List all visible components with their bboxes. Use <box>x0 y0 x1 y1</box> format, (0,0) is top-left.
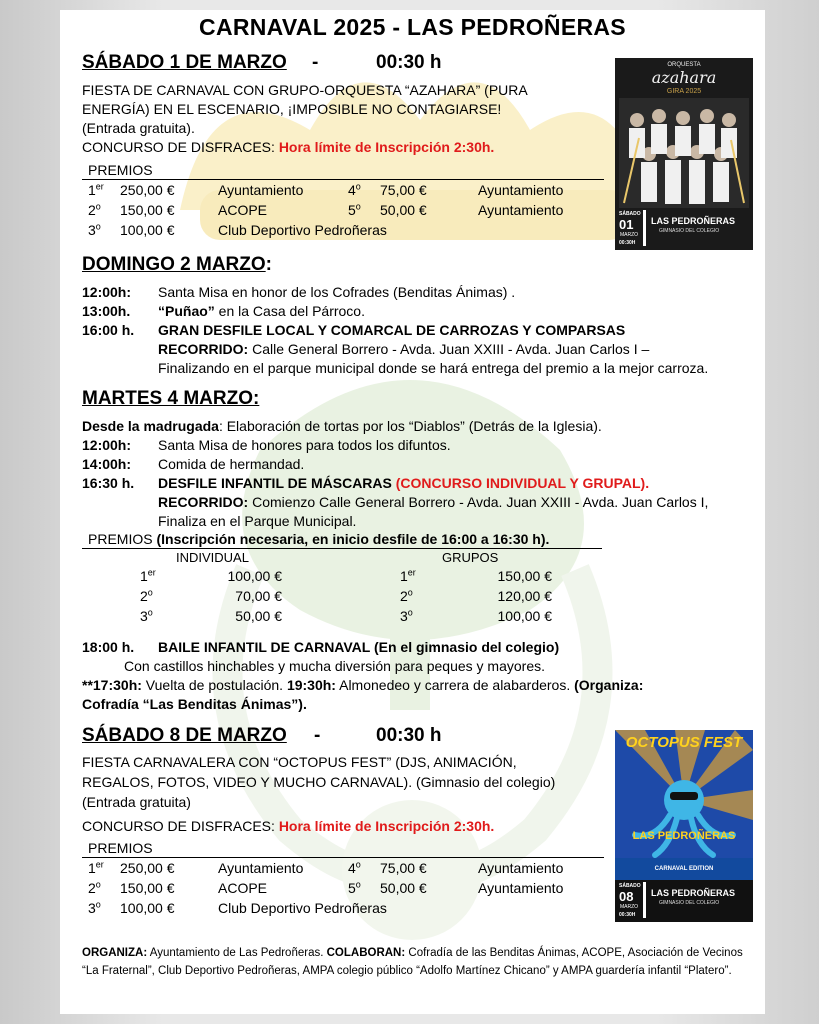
sun2-heading: DOMINGO 2 MARZO <box>82 254 266 275</box>
individual-label: INDIVIDUAL <box>176 550 249 565</box>
octopus-fest-poster: OCTOPUS FEST LAS PEDROÑERAS CARNAVAL EDITION SÁBADO 08 MARZO 00:30H LAS PEDROÑERAS GIMNASIO DEL COLEGIO <box>615 730 753 922</box>
sat8-prizes-label: PREMIOS <box>88 840 153 856</box>
footer-credits: ORGANIZA: Ayuntamiento de Las Pedroñeras. COLABORAN: Cofradía de las Benditas Ánimas, ACOPE, Asociación de Vecinos “La Fraternal”, Club Deportivo Pedroñeras, AMPA colegio público “Adolfo Martínez Chicano” y AMPA guardería infantil “Platero”. <box>82 947 743 977</box>
prize-sponsor: Ayuntamiento <box>478 202 564 218</box>
prize-amount: 150,00 € <box>120 202 175 218</box>
sat8-costume-deadline: Hora límite de Inscripción 2:30h. <box>278 818 495 834</box>
octopus-fest-logo: OCTOPUS FEST <box>625 734 743 751</box>
tue4-dance: BAILE INFANTIL DE CARNAVAL (En el gimnasio del colegio) <box>158 639 560 655</box>
azahara-logo: azahara <box>651 68 717 87</box>
sat1-desc-line2: ENERGÍA) EN EL ESCENARIO, ¡IMPOSIBLE NO CONTAGIARSE! <box>82 101 502 117</box>
sat8-costume-label: CONCURSO DE DISFRACES: <box>82 818 275 834</box>
prize-sponsor: Club Deportivo Pedroñeras <box>218 222 387 238</box>
tue4-route-line1: RECORRIDO: Comienzo Calle General Borrero - Avda. Juan XXIII - Avda. Juan Carlos I, <box>158 494 709 510</box>
sat1-heading: SÁBADO 1 DE MARZO <box>82 52 287 73</box>
sun2-route-line1: RECORRIDO: Calle General Borrero - Avda. Juan XXIII - Avda. Juan Carlos I – <box>158 341 650 357</box>
prize-amount: 75,00 € <box>380 182 427 198</box>
sat8-desc-line1: FIESTA CARNAVALERA CON “OCTOPUS FEST” (DJS, ANIMACIÓN, <box>82 754 517 770</box>
sat1-costume-label: CONCURSO DE DISFRACES: <box>82 139 275 155</box>
prize-amount: 100,00 € <box>120 222 175 238</box>
tue4-parade: DESFILE INFANTIL DE MÁSCARAS (CONCURSO INDIVIDUAL Y GRUPAL). <box>158 475 650 491</box>
sat8-time: 00:30 h <box>376 725 442 746</box>
sun2-mass: Santa Misa en honor de los Cofrades (Benditas Ánimas) . <box>158 284 516 300</box>
sat1-prizes-label: PREMIOS <box>88 162 153 178</box>
sat8-prizes-rule <box>82 857 604 858</box>
sat8-desc-line2: REGALOS, FOTOS, VIDEO Y MUCHO CARNAVAL). (Gimnasio del colegio) <box>82 774 556 790</box>
prize-amount: 50,00 € <box>380 202 427 218</box>
tue4-extra-line1: **17:30h: Vuelta de postulación. 19:30h: Almonedeo y carrera de alabarderos. (Organiza: <box>82 677 644 693</box>
sun2-route-line2: Finalizando en el parque municipal donde se hará entrega del premio a la mejor carroza. <box>158 360 709 376</box>
flyer-page: CARNAVAL 2025 - LAS PEDROÑERAS SÁBADO 1 DE MARZO - 00:30 h FIESTA DE CARNAVAL CON GRUPO-ORQUESTA “AZAHARA” (PURA ENERGÍA) EN EL ESCENARIO, ¡IMPOSIBLE NO CONTAGIARSE! (Entrada gratuita). CONCURSO DE DISFRACES: Hora límite de Inscripción 2:30h. PREMIOS 1er 250,00 € Ayuntamiento 4$^o$ 75,00 € Ayuntamiento 2$^o$ 150,00 € ACOPE 5$^o$ 50,00 € Ayuntamiento 3$^o$ 100,00 € Club Deportivo Pedroñeras ORQUESTA azahara GIRA 2025 SÁBADO 01 MARZO 00:30H LAS PEDROÑERAS GIMNASIO DEL COLEGIO DOMINGO 2 MARZO: 12:00h: Santa Misa en honor de los Cofrades (Benditas Ánimas) . 13:00h. “Puñao” en la Casa del Párroco. 16:00 h. GRAN DESFILE LOCAL Y COMARCAL DE CARROZAS Y COMPARSAS RECORRIDO: Calle General Borrero - Avda. Juan XXIII - Avda. Juan Carlos I – Finalizando en el parque municipal donde se hará entrega del premio a la mejor carroza. MARTES 4 MARZO: Desde la madrugada: Elaboración de tortas por los “Diablos” (Detrás de la Iglesia). 12:00h: Santa Misa de honores para todos los difuntos. 14:00h: Comida de hermandad. 16:30 h. DESFILE INFANTIL DE MÁSCARAS (CONCURSO INDIVIDUAL Y GRUPAL). RECORRIDO: Comienzo Calle General Borrero - Avda. Juan XXIII - Avda. Juan Carlos I, Finaliza en el Parque Municipal. PREMIOS (Inscripción necesaria, en inicio desfile de 16:00 a 16:30 h). INDIVIDUAL GRUPOS 1er 100,00 € 1er 150,00 € 2$^o$ 70,00 € 2$^o$ 120,00 € 3$^o$ 50,00 € 3$^o$ 100,00 € 18:00 h. BAILE INFANTIL DE CARNAVAL (En el gimnasio del colegio) Con castillos hinchables y mucha diversión para peques y mayores. **17:30h: Vuelta de postulación. 19:30h: Almonedeo y carrera de alabarderos. (Organiza: Cofradía “Las Benditas Ánimas”). SÁBADO 8 DE MARZO - 00:30 h FIESTA CARNAVALERA CON “OCTOPUS FEST” (DJS, ANIMACIÓN, REGALOS, FOTOS, VIDEO Y MUCHO CARNAVAL). (Gimnasio del colegio) (Entrada gratuita) CONCURSO DE DISFRACES: Hora límite de Inscripción 2:30h. PREMIOS 1er 250,00 € Ayuntamiento 4$^o$ 75,00 € Ayuntamiento 2$^o$ 150,00 € ACOPE 5$^o$ 50,00 € Ayuntamiento 3$^o$ 100,00 € Club Deportivo Pedroñeras OCTOPUS FEST LAS PEDROÑERAS CARNAVAL EDITION SÁBADO 08 MARZO 00:30H LAS PEDROÑERAS GIMNASIO DEL COLEGIO ORGANIZA: Ayuntamiento de Las Pedroñeras. COLABORAN: Cofradía de las Benditas Ánimas, ACOPE, Asociación de Vecinos “La Fraternal”, Club Deportivo Pedroñeras, AMPA colegio público “Adolfo Martínez Chicano” y AMPA guardería infantil “Platero”. <box>60 10 765 1014</box>
sat1-desc-line1: FIESTA DE CARNAVAL CON GRUPO-ORQUESTA “AZAHARA” (PURA <box>82 82 528 98</box>
groups-label: GRUPOS <box>442 550 499 565</box>
tue4-extra-line2: Cofradía “Las Benditas Ánimas”). <box>82 696 307 712</box>
azahara-poster: ORQUESTA azahara GIRA 2025 SÁBADO 01 MARZO 00:30H LAS PEDROÑERAS GIMNASIO DEL COLEGIO <box>615 58 753 250</box>
prize-sponsor: Ayuntamiento <box>478 182 564 198</box>
tue4-route-line2: Finaliza en el Parque Municipal. <box>158 513 357 529</box>
sat1-prizes-rule <box>82 179 604 180</box>
tue4-dance-sub: Con castillos hinchables y mucha diversión para peques y mayores. <box>124 658 545 674</box>
sat8-heading: SÁBADO 8 DE MARZO <box>82 725 287 746</box>
sun2-parade: GRAN DESFILE LOCAL Y COMARCAL DE CARROZAS Y COMPARSAS <box>158 322 626 338</box>
sun2-punao: “Puñao” en la Casa del Párroco. <box>158 303 365 319</box>
sat1-time: 00:30 h <box>376 52 442 73</box>
octopus-illustration <box>615 730 753 880</box>
tue4-prizes-rule <box>82 548 602 549</box>
prize-sponsor: Ayuntamiento <box>218 182 304 198</box>
page-title: CARNAVAL 2025 - LAS PEDROÑERAS <box>199 14 626 40</box>
sat1-costume-deadline: Hora límite de Inscripción 2:30h. <box>278 139 495 155</box>
sat1-desc-line3: (Entrada gratuita). <box>82 120 195 136</box>
tue4-prizes-header: PREMIOS (Inscripción necesaria, en inicio desfile de 16:00 a 16:30 h). <box>88 531 550 547</box>
sat8-desc-line3: (Entrada gratuita) <box>82 794 191 810</box>
tue4-dawn: Desde la madrugada: Elaboración de tortas por los “Diablos” (Detrás de la Iglesia). <box>82 418 602 434</box>
band-photo <box>619 98 749 208</box>
tue4-heading: MARTES 4 MARZO: <box>82 388 260 409</box>
prize-sponsor: ACOPE <box>218 202 268 218</box>
sat1-dash: - <box>312 52 319 73</box>
prize-amount: 250,00 € <box>120 182 175 198</box>
